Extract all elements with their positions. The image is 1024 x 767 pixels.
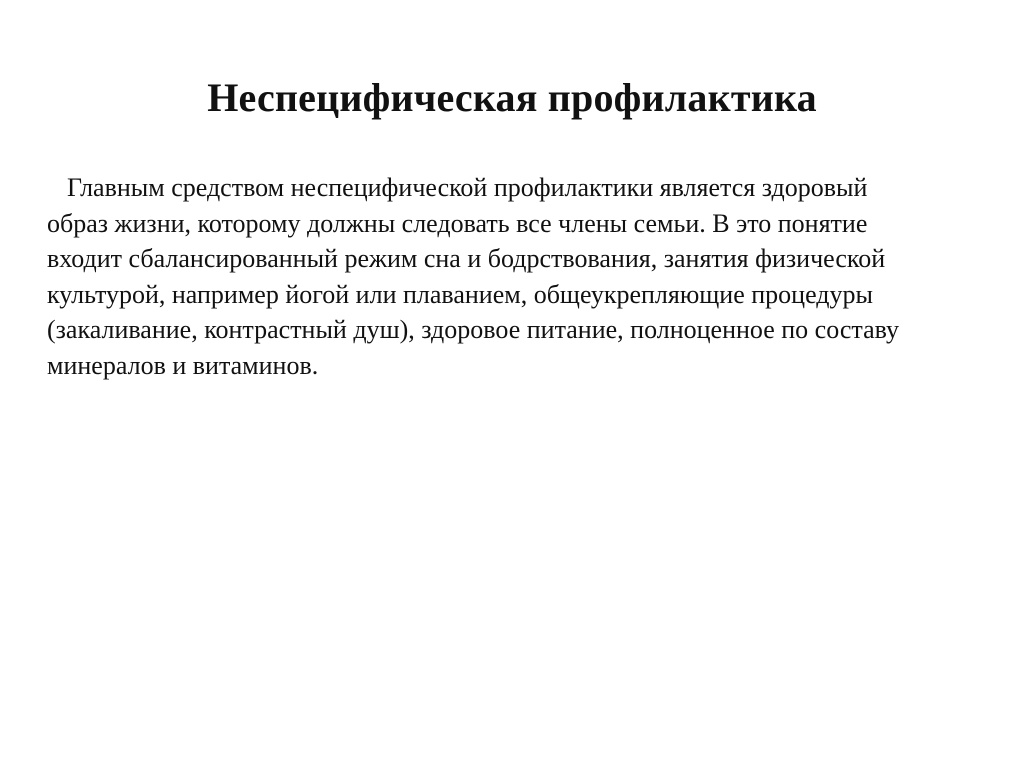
body-line: входит сбалансированный режим сна и бодрствования, занятия физической: [47, 244, 886, 273]
slide-body-text: [47, 170, 997, 383]
body-line: культурой, например йогой или плаванием, общеукрепляющие процедуры: [47, 279, 873, 309]
body-line: Главным средством неспецифической профилактики является здоровый: [67, 173, 868, 202]
slide-title: Неспецифическая профилактика: [207, 75, 817, 120]
body-line: (закаливание, контрастный душ), здоровое питание, полноценное по составу: [47, 315, 900, 344]
body-line: образ жизни, которому должны следовать все члены семьи. В это понятие: [47, 208, 868, 238]
body-line: минералов и витаминов.: [47, 350, 319, 380]
